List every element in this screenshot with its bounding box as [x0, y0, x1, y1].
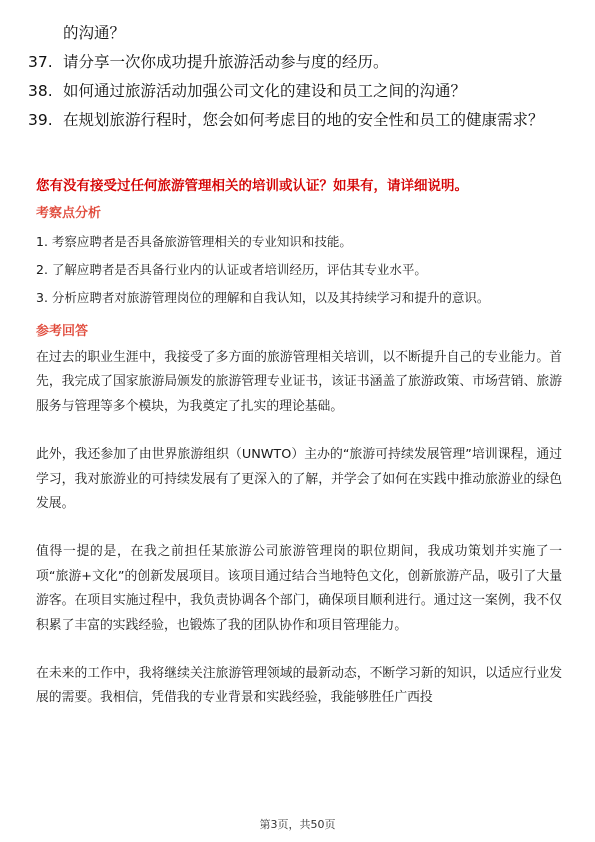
question-text: 的沟通？	[63, 24, 126, 42]
question-item	[36, 20, 556, 46]
question-list	[28, 20, 556, 136]
analysis-item: 2. 了解应聘者是否具备行业内的认证或者培训经历，评估其专业水平。	[36, 262, 427, 277]
answer-paragraph: 值得一提的是，在我之前担任某旅游公司旅游管理岗的职位期间，我成功策划并实施了一项“旅游+文化”的创新发展项目。该项目通过结合当地特色文化，创新旅游产品，吸引了大量游客。在项目实施过程中，我负责协调各个部门，确保项目顺利进行。通过这一案例，我不仅积累了丰富的实践经验，也锻炼了我的团队协作和项目管理能力。	[36, 544, 562, 633]
question-item	[28, 107, 556, 133]
answer-paragraph: 在未来的工作中，我将继续关注旅游管理领域的最新动态，不断学习新的知识，以适应行业发展的需要。我相信，凭借我的专业背景和实践经验，我能够胜任广西投	[36, 666, 562, 706]
answer-body	[36, 346, 562, 735]
answer-paragraph: 在过去的职业生涯中，我接受了多方面的旅游管理相关培训，以不断提升自己的专业能力。首先，我完成了国家旅游局颁发的旅游管理专业证书，该证书涵盖了旅游政策、市场营销、旅游服务与管理等多个模块，为我奠定了扎实的理论基础。	[36, 350, 562, 414]
question-item	[28, 78, 556, 104]
question-text: 在规划旅游行程时，您会如何考虑目的地的安全性和员工的健康需求？	[63, 111, 544, 129]
answer-heading: 参考回答	[36, 324, 89, 339]
question-item	[28, 49, 556, 75]
question-number: 38.	[28, 82, 53, 100]
question-number: 37.	[28, 53, 53, 71]
main-question: 您有没有接受过任何旅游管理相关的培训或认证？如果有，请详细说明。	[36, 178, 468, 194]
answer-paragraph: 此外，我还参加了由世界旅游组织（UNWTO）主办的“旅游可持续发展管理”培训课程，通过学习，我对旅游业的可持续发展有了更深入的了解，并学会了如何在实践中推动旅游业的绿色发展。	[36, 447, 562, 512]
page-footer: 第3页，共50页	[259, 818, 336, 831]
analysis-item: 3. 分析应聘者对旅游管理岗位的理解和自我认知，以及其持续学习和提升的意识。	[36, 290, 490, 305]
question-text: 如何通过旅游活动加强公司文化的建设和员工之间的沟通？	[63, 82, 467, 100]
analysis-heading: 考察点分析	[36, 206, 102, 221]
analysis-list	[36, 232, 566, 316]
question-number: 39.	[28, 111, 53, 129]
question-text: 请分享一次你成功提升旅游活动参与度的经历。	[63, 53, 389, 71]
analysis-item: 1. 考察应聘者是否具备旅游管理相关的专业知识和技能。	[36, 234, 352, 249]
